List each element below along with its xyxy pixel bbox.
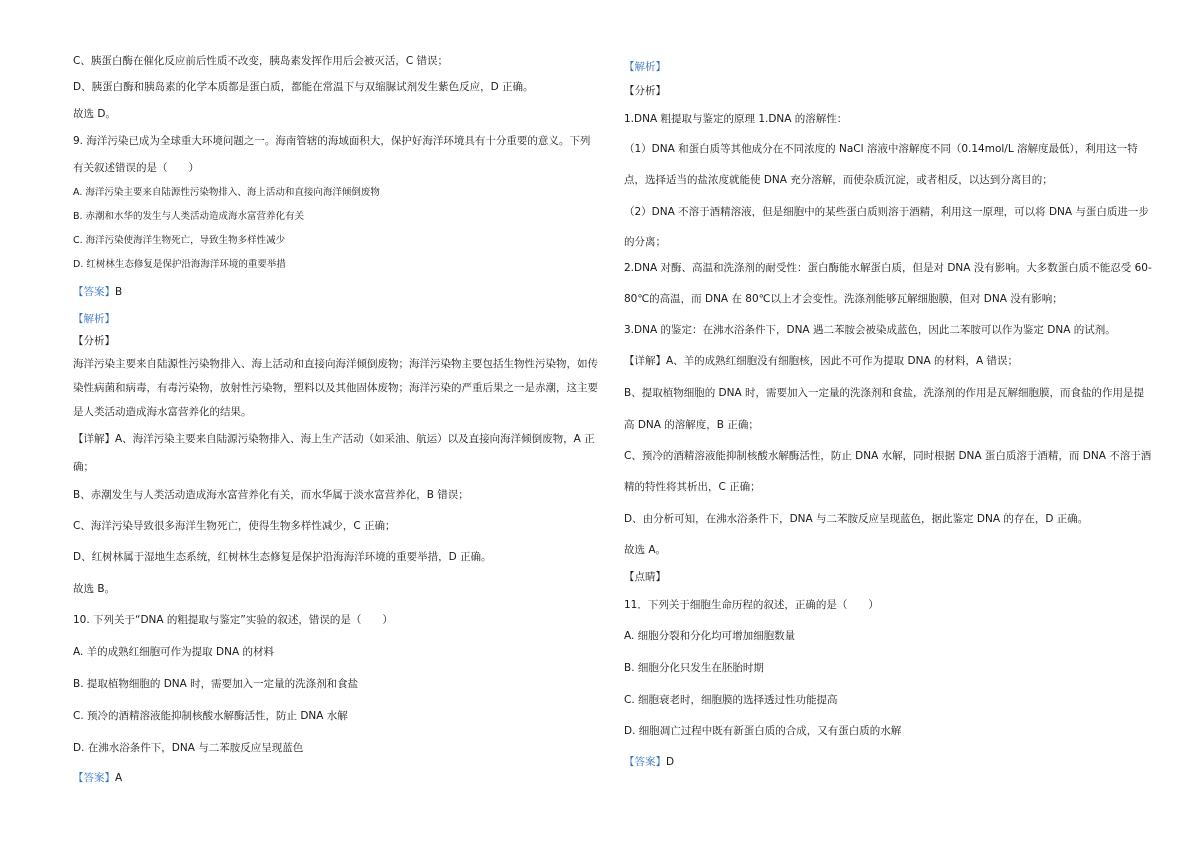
q10-principle-3-line-1: （2）DNA 不溶于酒精溶液，但是细胞中的某些蛋白质则溶于酒精，利用这一原理，可以将 DNA 与蛋白质进一步 xyxy=(624,206,1149,218)
q10-principle-2-line-2: 点，选择适当的盐浓度就能使 DNA 充分溶解，而使杂质沉淀，或者相反，以达到分离目的； xyxy=(624,174,1053,186)
q9-stem-line-2: 有关叙述错误的是（ ） xyxy=(73,162,199,174)
q9-option-a: A. 海洋污染主要来自陆源性污染物排入、海上活动和直接向海洋倾倒废物 xyxy=(73,187,380,198)
q9-detail-c: C、海洋污染导致很多海洋生物死亡，使得生物多样性减少，C 正确； xyxy=(73,520,396,532)
q10-dianjing-tag: 【点睛】 xyxy=(624,571,666,583)
q9-choose-line: 故选 B。 xyxy=(73,583,116,595)
q9-detail-b: B、赤潮发生与人类活动造成海水富营养化有关，而水华属于淡水富营养化，B 错误； xyxy=(73,489,469,501)
q9-detail-line-2: 确； xyxy=(73,461,94,473)
q9-fenxi-line-3: 是人类活动造成海水富营养化的结果。 xyxy=(73,406,252,418)
q10-option-c: C. 预冷的酒精溶液能抑制核酸水解酶活性，防止 DNA 水解 xyxy=(73,710,348,722)
q10-detail-c-line-2: 精的特性将其析出，C 正确； xyxy=(624,481,761,493)
q11-option-a: A. 细胞分裂和分化均可增加细胞数量 xyxy=(624,630,796,642)
q9-fenxi-line-1: 海洋污染主要来自陆源性污染物排入、海上活动和直接向海洋倾倒废物；海洋污染物主要包括生物性污染物，如传 xyxy=(73,358,598,370)
q10-detail-b-line-2: 高 DNA 的溶解度，B 正确； xyxy=(624,419,759,431)
q9-fenxi-line-2: 染性病菌和病毒，有毒污染物，放射性污染物，塑料以及其他固体废物；海洋污染的严重后果之一是赤潮，这主要 xyxy=(73,382,598,394)
q9-fenxi-tag: 【分析】 xyxy=(73,335,115,347)
prev-choose-line: 故选 D。 xyxy=(73,108,116,120)
q10-answer-tag: 【答案】 xyxy=(73,772,115,784)
q9-detail-line-1: 【详解】A、海洋污染主要来自陆源污染物排入、海上生产活动（如采油、航运）以及直接向海洋倾倒废物，A 正 xyxy=(73,433,595,445)
q10-analysis-tag: 【解析】 xyxy=(624,61,666,73)
q9-option-d: D. 红树林生态修复是保护沿海海洋环境的重要举措 xyxy=(73,259,286,270)
q9-detail-d: D、红树林属于湿地生态系统，红树林生态修复是保护沿海海洋环境的重要举措，D 正确。 xyxy=(73,551,492,563)
q10-stem: 10. 下列关于“DNA 的粗提取与鉴定”实验的叙述，错误的是（ ） xyxy=(73,614,393,626)
q10-principle-4-line-2: 80℃的高温，而 DNA 在 80℃以上才会变性。洗涤剂能够瓦解细胞膜，但对 DNA 没有影响； xyxy=(624,293,1063,305)
q9-answer-value: B xyxy=(115,286,123,298)
q10-principle-4-line-1: 2.DNA 对酶、高温和洗涤剂的耐受性：蛋白酶能水解蛋白质，但是对 DNA 没有影响。大多数蛋白质不能忍受 60- xyxy=(624,262,1152,274)
q10-principle-2-line-1: （1）DNA 和蛋白质等其他成分在不同浓度的 NaCl 溶液中溶解度不同（0.14mol/L 溶解度最低），利用这一特 xyxy=(624,143,1138,155)
q9-option-b: B. 赤潮和水华的发生与人类活动造成海水富营养化有关 xyxy=(73,211,305,222)
q10-option-b: B. 提取植物细胞的 DNA 时，需要加入一定量的洗涤剂和食盐 xyxy=(73,678,359,690)
q10-option-a: A. 羊的成熟红细胞可作为提取 DNA 的材料 xyxy=(73,646,274,658)
q9-answer xyxy=(73,285,122,299)
q11-answer-value: D xyxy=(666,756,675,768)
q10-detail-b-line-1: B、提取植物细胞的 DNA 时，需要加入一定量的洗涤剂和食盐，洗涤剂的作用是瓦解细胞膜，而食盐的作用是提 xyxy=(624,387,1144,399)
q11-option-b: B. 细胞分化只发生在胚胎时期 xyxy=(624,662,764,674)
q10-option-d: D. 在沸水浴条件下，DNA 与二苯胺反应呈现蓝色 xyxy=(73,742,304,754)
q10-principle-1: 1.DNA 粗提取与鉴定的原理 1.DNA 的溶解性： xyxy=(624,113,848,125)
q11-stem: 11．下列关于细胞生命历程的叙述，正确的是（ ） xyxy=(624,599,879,611)
q11-answer-tag: 【答案】 xyxy=(624,756,666,768)
q10-principle-3-line-2: 的分离； xyxy=(624,236,666,248)
q11-answer xyxy=(624,755,674,769)
q9-analysis-tag: 【解析】 xyxy=(73,313,115,325)
q10-choose-line: 故选 A。 xyxy=(624,544,667,556)
q10-detail-a: 【详解】A、羊的成熟红细胞没有细胞核，因此不可作为提取 DNA 的材料，A 错误； xyxy=(624,355,1018,367)
q10-detail-d: D、由分析可知，在沸水浴条件下，DNA 与二苯胺反应呈现蓝色，据此鉴定 DNA 的存在，D 正确。 xyxy=(624,513,1089,525)
q9-answer-tag: 【答案】 xyxy=(73,286,115,298)
q10-principle-5: 3.DNA 的鉴定：在沸水浴条件下，DNA 遇二苯胺会被染成蓝色，因此二苯胺可以作为鉴定 DNA 的试剂。 xyxy=(624,324,1116,336)
q10-fenxi-tag: 【分析】 xyxy=(624,85,666,97)
q10-answer-value: A xyxy=(115,772,123,784)
q11-option-d: D. 细胞凋亡过程中既有新蛋白质的合成，又有蛋白质的水解 xyxy=(624,725,902,737)
prev-option-c-explanation: C、胰蛋白酶在催化反应前后性质不改变，胰岛素发挥作用后会被灭活，C 错误； xyxy=(73,55,448,67)
q11-option-c: C. 细胞衰老时，细胞膜的选择透过性功能提高 xyxy=(624,694,838,706)
q10-detail-c-line-1: C、预冷的酒精溶液能抑制核酸水解酶活性，防止 DNA 水解，同时根据 DNA 蛋白质溶于酒精，而 DNA 不溶于酒 xyxy=(624,450,1152,462)
q9-option-c: C. 海洋污染使海洋生物死亡，导致生物多样性减少 xyxy=(73,235,286,246)
q9-stem-line-1: 9. 海洋污染已成为全球重大环境问题之一。海南管辖的海域面积大，保护好海洋环境具有十分重要的意义。下列 xyxy=(73,135,591,147)
prev-option-d-explanation: D、胰蛋白酶和胰岛素的化学本质都是蛋白质，都能在常温下与双缩脲试剂发生紫色反应，D 正确。 xyxy=(73,81,534,93)
q10-answer xyxy=(73,771,122,785)
